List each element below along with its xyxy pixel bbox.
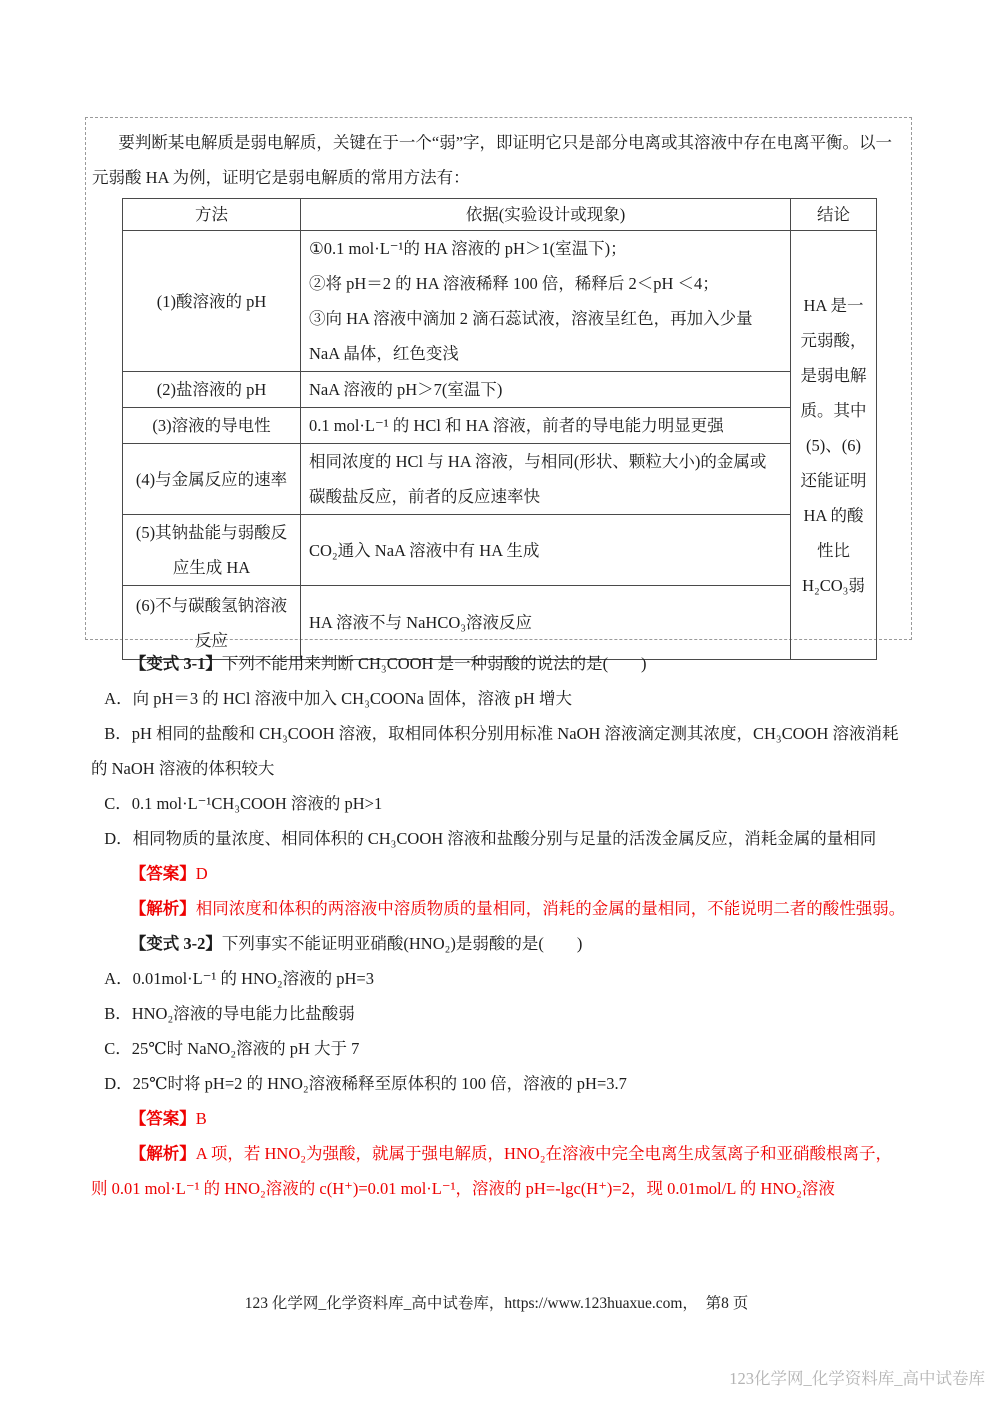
question-1-option-b: B．pH 相同的盐酸和 CH₃COOH 溶液，取相同体积分别用标准 NaOH 溶液滴定测其浓度，CH₃COOH 溶液消耗的 NaOH 溶液的体积较大 <box>91 724 899 778</box>
question-1-stem-text: 下列不能用来判断 CH₃COOH 是一种弱酸的说法的是( ) <box>221 654 647 673</box>
question-2-option-c: C．25℃时 NaNO₂溶液的 pH 大于 7 <box>104 1039 360 1058</box>
question-1-option-d: D．相同物质的量浓度、相同体积的 CH₃COOH 溶液和盐酸分别与足量的活泼金属反应，消耗金属的量相同 <box>104 829 877 848</box>
basis-3: 0.1 mol·L⁻¹ 的 HCl 和 HA 溶液，前者的导电能力明显更强 <box>301 408 791 444</box>
question-2-tag: 【变式 3-2】 <box>129 934 222 953</box>
question-2-analysis: A 项，若 HNO₂为强酸，就属于强电解质，HNO₂在溶液中完全电离生成氢离子和亚硝酸根离子，则 0.01 mol·L⁻¹ 的 HNO₂溶液的 c(H⁺)=0.01 mol·L⁻¹，溶液的 pH=-lgc(H⁺)=2，现 0.01mol/L 的 HNO₂溶液 <box>91 1144 893 1198</box>
basis-1-line1: ①0.1 mol·L⁻¹的 HA 溶液的 pH＞1(室温下)； <box>309 239 627 258</box>
question-2-option-b: B．HNO₂溶液的导电能力比盐酸弱 <box>104 1004 355 1023</box>
question-1-analysis-line <box>91 891 907 926</box>
question-1-analysis: 相同浓度和体积的两溶液中溶质物质的量相同，消耗的金属的量相同，不能说明二者的酸性强弱。 <box>195 899 906 918</box>
table-row <box>123 408 877 444</box>
question-1-option-c: C．0.1 mol·L⁻¹CH₃COOH 溶液的 pH>1 <box>104 794 383 813</box>
question-2-stem <box>91 926 907 961</box>
question-1-stem <box>91 646 907 681</box>
header-basis: 依据(实验设计或现象) <box>301 199 791 231</box>
answer-label: 【答案】 <box>129 864 196 883</box>
question-1-answer: D <box>195 864 208 883</box>
conclusion-cell: HA 是一元弱酸，是弱电解质。其中(5)、(6)还能证明 HA 的酸性比 H₂CO₃弱 <box>791 231 877 660</box>
method-3: (3)溶液的导电性 <box>123 408 301 444</box>
method-5: (5)其钠盐能与弱酸反应生成 HA <box>123 515 301 586</box>
table-row <box>123 444 877 515</box>
question-2-option-a: A．0.01mol·L⁻¹ 的 HNO₂溶液的 pH=3 <box>104 969 374 988</box>
method-1: (1)酸溶液的 pH <box>123 231 301 372</box>
basis-1-line2: ②将 pH＝2 的 HA 溶液稀释 100 倍，稀释后 2＜pH ＜4； <box>309 274 719 293</box>
question-1-answer-line <box>91 856 907 891</box>
question-2-answer: B <box>195 1109 207 1128</box>
question-1-tag: 【变式 3-1】 <box>129 654 222 673</box>
analysis-label: 【解析】 <box>129 1144 196 1163</box>
header-conclusion: 结论 <box>791 199 877 231</box>
method-6: (6)不与碳酸氢钠溶液反应 <box>123 586 301 660</box>
answer-label: 【答案】 <box>129 1109 196 1128</box>
basis-1-line3: ③向 HA 溶液中滴加 2 滴石蕊试液，溶液呈红色，再加入少量 NaA 晶体，红色变浅 <box>309 309 753 363</box>
basis-4: 相同浓度的 HCl 与 HA 溶液，与相同(形状、颗粒大小)的金属或碳酸盐反应，前者的反应速率快 <box>301 444 791 515</box>
header-method: 方法 <box>123 199 301 231</box>
site-watermark: 123化学网_化学资料库_高中试卷库 <box>729 1369 985 1388</box>
questions-section <box>91 646 907 1206</box>
question-2-stem-text: 下列事实不能证明亚硝酸(HNO₂)是弱酸的是( ) <box>221 934 583 953</box>
basis-5: CO₂通入 NaA 溶液中有 HA 生成 <box>301 515 791 586</box>
question-2-analysis-line <box>91 1136 907 1206</box>
weak-acid-methods-table <box>122 198 877 660</box>
basis-1 <box>301 231 791 372</box>
page-footer: 123 化学网_化学资料库_高中试卷库，https://www.123huaxue.com， 第8 页 <box>244 1295 749 1312</box>
question-2-answer-line <box>91 1101 907 1136</box>
analysis-label: 【解析】 <box>129 899 196 918</box>
table-row <box>123 372 877 408</box>
summary-box <box>85 117 912 650</box>
method-2: (2)盐溶液的 pH <box>123 372 301 408</box>
method-4: (4)与金属反应的速率 <box>123 444 301 515</box>
table-row <box>123 231 877 372</box>
basis-6: HA 溶液不与 NaHCO₃溶液反应 <box>301 586 791 660</box>
basis-2: NaA 溶液的 pH＞7(室温下) <box>301 372 791 408</box>
summary-intro-text: 要判断某电解质是弱电解质，关键在于一个“弱”字，即证明它只是部分电离或其溶液中存在电离平衡。以一元弱酸 HA 为例，证明它是弱电解质的常用方法有： <box>92 133 893 187</box>
table-row <box>123 515 877 586</box>
table-header-row <box>123 199 877 231</box>
question-1-option-a: A．向 pH＝3 的 HCl 溶液中加入 CH₃COONa 固体，溶液 pH 增大 <box>104 689 572 708</box>
question-2-option-d: D．25℃时将 pH=2 的 HNO₂溶液稀释至原体积的 100 倍，溶液的 pH=3.7 <box>104 1074 627 1093</box>
